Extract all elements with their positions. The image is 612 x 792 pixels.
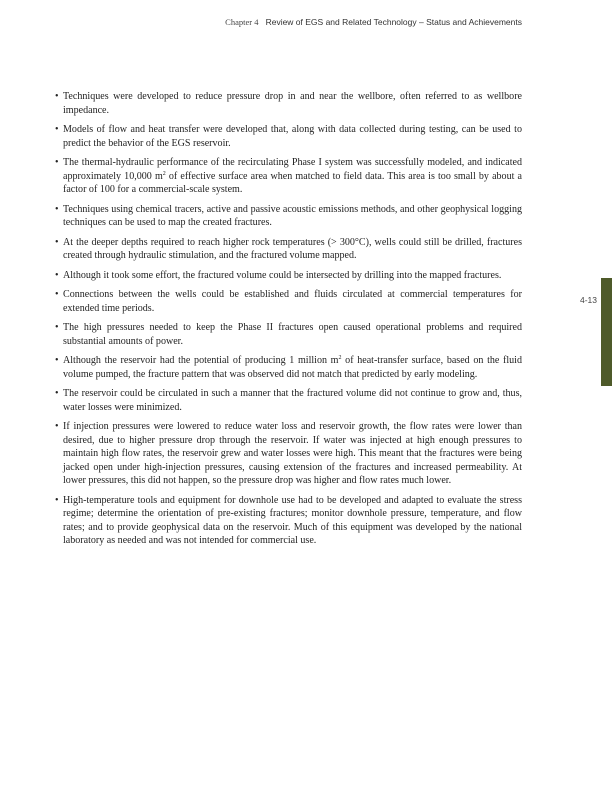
bullet-text: The reservoir could be circulated in such a manner that the fractured volume did not continue to grow and, thus, water losses were minimized. [63,388,522,413]
bullet-item [55,156,522,197]
bullet-item [55,123,522,150]
side-tab-marker [601,278,612,386]
section-title: Review of EGS and Related Technology – Status and Achievements [265,17,522,27]
bullet-text: of heat-transfer surface, based on the fluid volume pumped, the fracture pattern that was observed did not match that predicted by early modeling. [63,355,522,380]
bullet-text: Although the reservoir had the potential of producing 1 million m [63,355,339,366]
bullet-item [55,420,522,488]
bullet-item [55,354,522,381]
bullet-text: The thermal-hydraulic performance of the recirculating Phase I system was successfully modeled, and indicated approximately 10,000 m [63,157,522,182]
bullet-list [55,90,522,554]
bullet-text: Models of flow and heat transfer were developed that, along with data collected during testing, can be used to predict the behavior of the EGS reservoir. [63,124,522,149]
bullet-item [55,494,522,548]
bullet-text: Techniques using chemical tracers, active and passive acoustic emissions methods, and other geophysical logging techniques can be used to map the created fractures. [63,203,522,228]
page-number: 4-13 [580,295,598,305]
superscript: 2 [338,355,342,361]
bullet-item [55,269,522,283]
bullet-text: The high pressures needed to keep the Phase II fractures open caused operational problems and required substantial amounts of power. [63,322,522,347]
bullet-item [55,203,522,230]
bullet-item [55,90,522,117]
bullet-text: If injection pressures were lowered to reduce water loss and reservoir growth, the flow rates were lower than desired, due to higher pressure drop through the reservoir. If water was injected at high enough pressures to maintain high flow rates, the reservoir grew and water losses were high. This meant that the fractures were being jacked open under high-injection pressures, causing extension of the fractures and increased permeability. At lower pressures, this did not happen, so the pressure drop was higher and flow rates much lower. [63,421,522,486]
bullet-item [55,321,522,348]
bullet-item [55,387,522,414]
bullet-text: Techniques were developed to reduce pressure drop in and near the wellbore, often referred to as wellbore impedance. [63,91,522,116]
bullet-item [55,288,522,315]
superscript: 2 [162,170,166,177]
bullet-item [55,236,522,263]
bullet-text: of effective surface area when matched to field data. This area is too small by about a factor of 100 for a commercial-scale system. [63,170,522,195]
bullet-text: High-temperature tools and equipment for downhole use had to be developed and adapted to evaluate the stress regime; determine the orientation of pre-existing fractures; monitor downhole pressure, temperature, and flow rates; and to provide geophysical data on the reservoir. Much of this equipment was developed by the national laboratory as needed and was not intended for commercial use. [63,494,522,546]
bullet-text: At the deeper depths required to reach higher rock temperatures (> 300°C), wells could still be drilled, fractures created through hydraulic stimulation, and the fractured volume mapped. [63,236,522,261]
bullet-text: Although it took some effort, the fractured volume could be intersected by drilling into the mapped fractures. [63,269,502,281]
chapter-label: Chapter 4 [225,17,259,27]
running-header [225,17,522,27]
bullet-text: Connections between the wells could be established and fluids circulated at commercial temperatures for extended time periods. [63,289,522,314]
